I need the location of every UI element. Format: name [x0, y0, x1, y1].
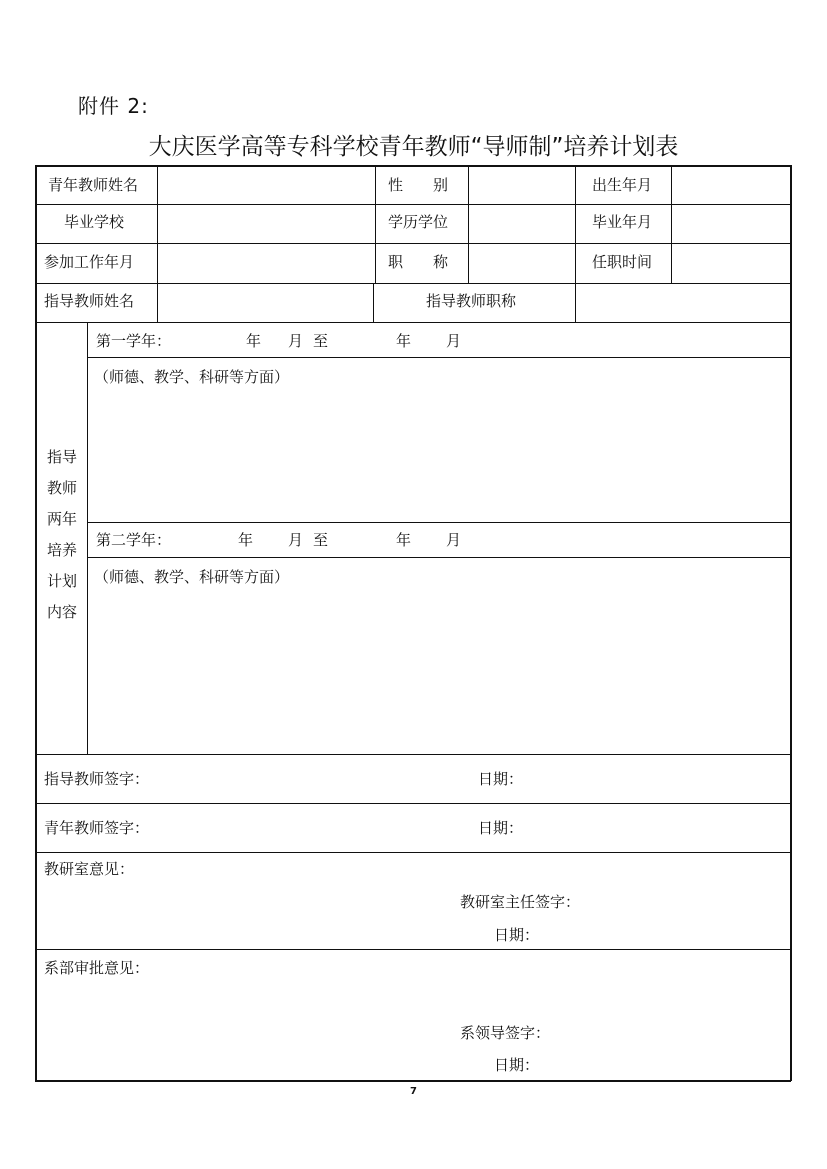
degree-field[interactable]	[469, 205, 574, 243]
gender-label: 性 别	[388, 176, 449, 194]
young-teacher-name-label: 青年教师姓名	[48, 176, 139, 194]
birth-date-field[interactable]	[672, 166, 789, 204]
side-line-2: 教师	[46, 479, 77, 497]
page-number: 7	[410, 1086, 417, 1097]
young-teacher-name-field[interactable]	[158, 166, 374, 204]
year1-hint: （师德、教学、科研等方面）	[94, 368, 290, 386]
form-title: 大庆医学高等专科学校青年教师“导师制”培养计划表	[148, 134, 679, 160]
graduation-school-field[interactable]	[158, 205, 374, 243]
professional-title-field[interactable]	[469, 244, 574, 283]
plan-side-label	[36, 442, 88, 628]
mentor-date-label: 日期：	[478, 770, 524, 788]
side-line-3: 两年	[46, 510, 77, 528]
graduation-date-label: 毕业年月	[592, 213, 653, 231]
tenure-date-field[interactable]	[672, 244, 789, 283]
mentor-name-label: 指导教师姓名	[44, 292, 135, 310]
department-opinion-label: 系部审批意见：	[44, 959, 150, 977]
mentor-title-label: 指导教师职称	[426, 292, 517, 310]
birth-date-label: 出生年月	[592, 176, 653, 194]
office-director-signature-label: 教研室主任签字：	[460, 893, 581, 911]
side-line-1: 指导	[46, 448, 77, 466]
office-opinion-label: 教研室意见：	[44, 860, 135, 878]
year1-end-month: 月	[446, 332, 462, 350]
graduation-school-label: 毕业学校	[64, 213, 125, 231]
side-line-5: 计划	[46, 572, 77, 590]
year1-end-year: 年	[396, 332, 412, 350]
year2-plan-field[interactable]	[88, 590, 789, 753]
year1-plan-field[interactable]	[88, 390, 789, 521]
degree-label: 学历学位	[388, 213, 449, 231]
work-start-label: 参加工作年月	[44, 253, 135, 271]
graduation-date-field[interactable]	[672, 205, 789, 243]
office-date-label: 日期：	[494, 926, 540, 944]
mentor-name-field[interactable]	[158, 284, 372, 322]
year1-start-month: 月	[288, 332, 304, 350]
side-line-6: 内容	[46, 603, 77, 621]
year2-hint: （师德、教学、科研等方面）	[94, 568, 290, 586]
year1-start-year: 年	[246, 332, 262, 350]
young-teacher-signature-label: 青年教师签字：	[44, 819, 150, 837]
mentor-signature-label: 指导教师签字：	[44, 770, 150, 788]
young-teacher-signature-field[interactable]	[160, 805, 460, 851]
department-opinion-field[interactable]	[36, 980, 436, 1076]
office-opinion-field[interactable]	[36, 880, 436, 946]
year1-label: 第一学年：	[96, 332, 172, 350]
young-teacher-date-label: 日期：	[478, 819, 524, 837]
year2-start-year: 年	[238, 531, 254, 549]
tenure-date-label: 任职时间	[592, 253, 653, 271]
professional-title-label: 职 称	[388, 253, 449, 271]
year2-label: 第二学年：	[96, 531, 172, 549]
year2-end-month: 月	[446, 531, 462, 549]
year1-to: 至	[313, 332, 329, 350]
work-start-field[interactable]	[158, 244, 374, 283]
department-leader-signature-label: 系领导签字：	[460, 1024, 551, 1042]
year2-to: 至	[313, 531, 329, 549]
year2-start-month: 月	[288, 531, 304, 549]
gender-field[interactable]	[469, 166, 574, 204]
mentor-title-field[interactable]	[576, 284, 789, 322]
attachment-label: 附件 2:	[78, 94, 149, 118]
department-date-label: 日期：	[494, 1056, 540, 1074]
year2-end-year: 年	[396, 531, 412, 549]
side-line-4: 培养	[46, 541, 77, 559]
mentor-signature-field[interactable]	[160, 756, 460, 802]
